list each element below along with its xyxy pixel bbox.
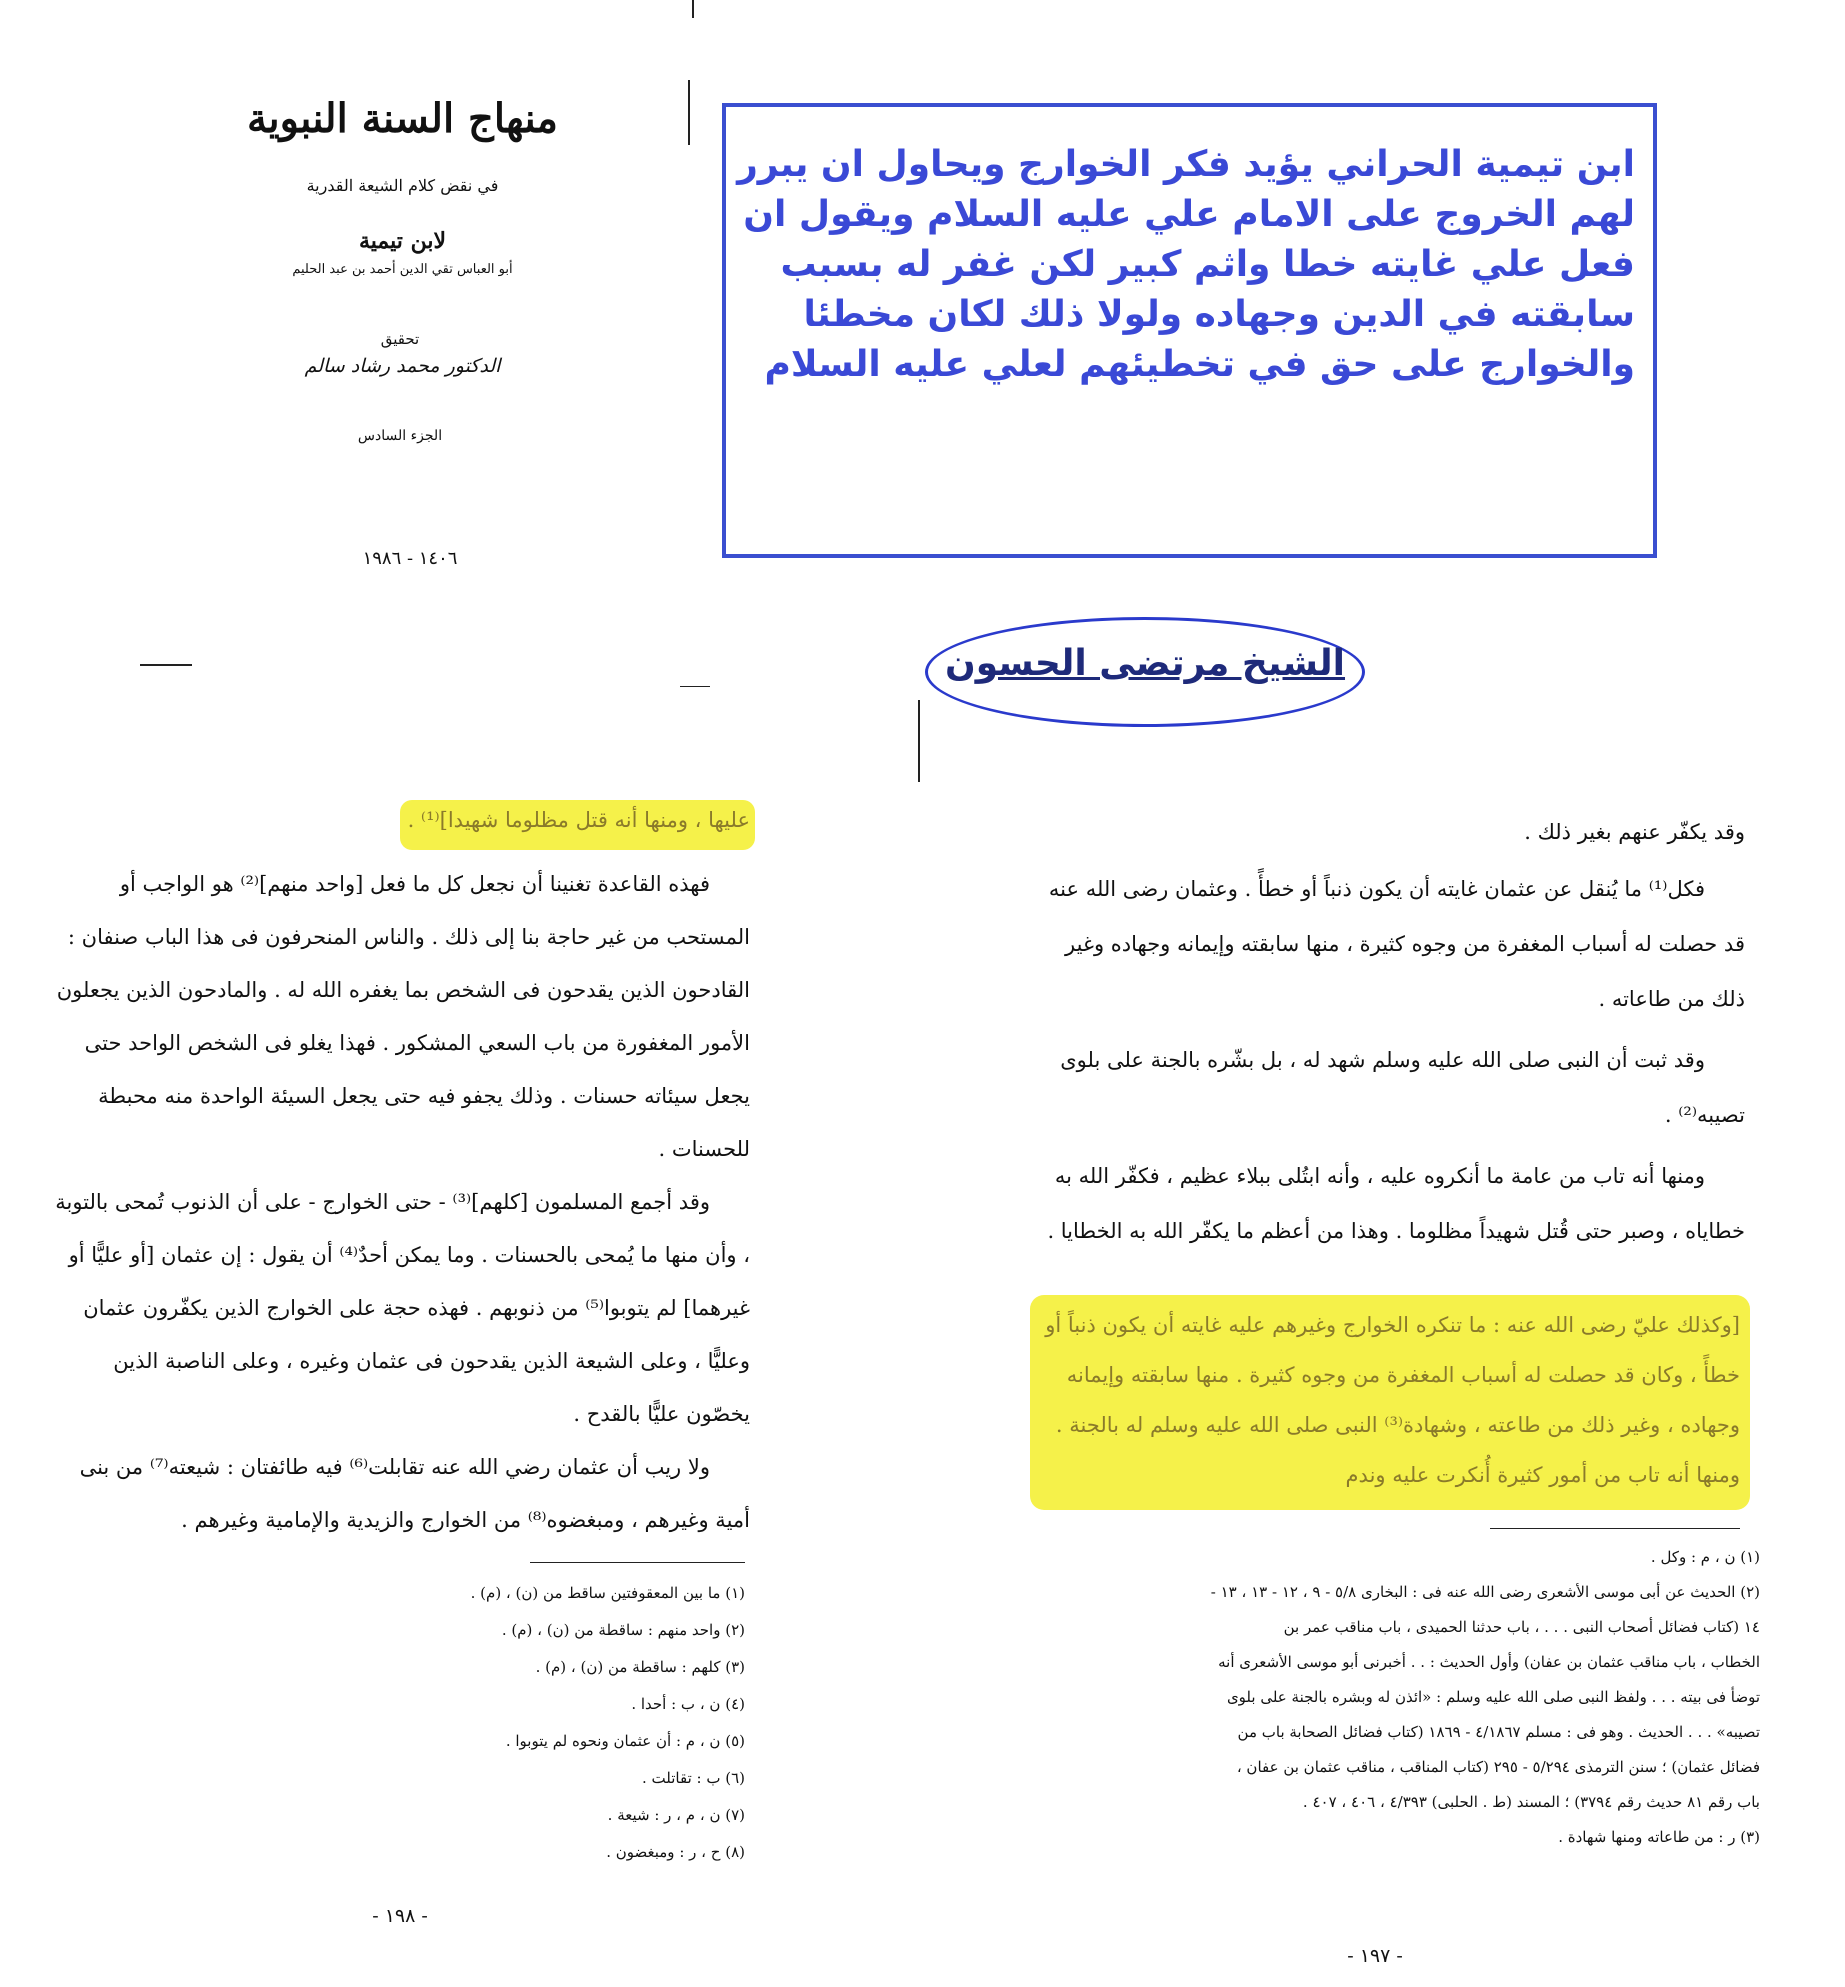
left-footnote-rule: [530, 1562, 745, 1563]
footnote: (١) ما بين المعقوفتين ساقط من (ن) ، (م) .: [470, 1584, 745, 1602]
left-footnotes: [400, 1575, 745, 1871]
right-paragraph: ومنها أنه تاب من عامة ما أنكروه عليه ، وأنه ابتُلى ببلاء عظيم ، فكفّر الله به خطاياه ، وصبر حتى قُتل شهيداً مظلوما . وهذا من أعظم ما يكفّر الله به الخطايا .: [1047, 1164, 1745, 1243]
footnote: الخطاب ، باب مناقب عثمان بن عفان) وأول الحديث : . . أخبرنى أبو موسى الأشعرى أنه: [1218, 1653, 1760, 1671]
right-paragraph: وقد يكفّر عنهم بغير ذلك .: [1524, 820, 1745, 844]
left-page-number: - ١٩٨ -: [372, 1905, 428, 1927]
footnote: (٢) واحد منهم : ساقطة من (ن) ، (م) .: [501, 1621, 745, 1639]
footnote: (١) ن ، م : وكل .: [1650, 1548, 1760, 1566]
left-highlighted-text: عليها ، ومنها أنه قتل مظلوما شهيدا]⁽¹⁾ .: [407, 808, 750, 832]
left-paragraph: فهذه القاعدة تغنينا أن نجعل كل ما فعل [واحد منهم]⁽²⁾ هو الواجب أو المستحب من غير حاجة بنا إلى ذلك . والناس المنحرفون فى هذا الباب صنفان : القادحون الذين يقدحون فى الشخص بما يغفره الله له . والمادحون الذين يجعلون الأمور المغفورة من باب السعي المشكور . فهذا يغلو فى الشخص الواحد حتى يجعل سيئاته حسنات . وذلك يجفو فيه حتى يجعل السيئة الواحدة منه محبطة للحسنات .: [56, 872, 750, 1161]
right-page-body: [1025, 805, 1745, 1259]
footnote: ١٤ (كتاب فضائل أصحاب النبى . . . ، باب حدثنا الحميدى ، باب مناقب عمر بن: [1283, 1618, 1760, 1636]
tahqiq-label: تحقيق: [380, 330, 420, 348]
footnote: (٤) ن ، ب : أحدا .: [631, 1695, 745, 1713]
right-paragraph: فكل⁽¹⁾ ما يُنقل عن عثمان غايته أن يكون ذنباً أو خطأً . وعثمان رضى الله عنه قد حصلت له أسباب المغفرة من وجوه كثيرة ، منها سابقته وإيمانه وجهاده وغير ذلك من طاعاته .: [1048, 877, 1745, 1011]
book-title: منهاج السنة النبوية: [247, 95, 558, 142]
footnote: (٥) ن ، م : أن عثمان ونحوه لم يتوبوا .: [505, 1732, 745, 1750]
footnote: باب رقم ٨١ حديث رقم ٣٧٩٤) ؛ المسند (ط . الحلبى) ٤/٣٩٣ ، ٤٠٦ ، ٤٠٧ .: [1302, 1793, 1760, 1811]
footnote: (٧) ن ، م ، ر : شيعة .: [607, 1806, 745, 1824]
right-page-number: - ١٩٧ -: [1347, 1945, 1403, 1967]
right-footnotes: [1030, 1540, 1760, 1855]
footnote: (٣) ر : من طاعاته ومنها شهادة .: [1558, 1828, 1760, 1846]
fold-line-lower: [918, 700, 920, 782]
book-author-full: أبو العباس تقي الدين أحمد بن عبد الحليم: [292, 262, 513, 277]
footnote: (٣) كلهم : ساقطة من (ن) ، (م) .: [535, 1658, 745, 1676]
book-volume: الجزء السادس: [357, 428, 443, 444]
footnote: فضائل عثمان) ؛ سنن الترمذى ٥/٢٩٤ - ٢٩٥ (كتاب المناقب ، مناقب عثمان بن عفان ،: [1236, 1758, 1760, 1776]
book-editor: الدكتور محمد رشاد سالم: [304, 355, 501, 377]
left-separator-dash: [140, 664, 192, 666]
footnote: تصيبه» . . . الحديث . وهو فى : مسلم ٤/١٨٦٧ - ١٨٦٩ (كتاب فضائل الصحابة باب من: [1237, 1723, 1760, 1741]
left-page-body: [45, 858, 750, 1547]
footnote: توضأ فى بيته . . . ولفظ النبى صلى الله عليه وسلم : «ائذن له وبشره بالجنة على بلوى: [1226, 1688, 1760, 1706]
footnote: (٢) الحديث عن أبى موسى الأشعرى رضى الله عنه فى : البخارى ٥/٨ - ٩ ، ١٢ - ١٣ ، ١٣ -: [1210, 1583, 1760, 1601]
left-paragraph: وقد أجمع المسلمون [كلهم]⁽³⁾ - حتى الخوارج - على أن الذنوب تُمحى بالتوبة ، وأن منها ما يُمحى بالحسنات . وما يمكن أحدٌ⁽⁴⁾ أن يقول : إن عثمان [أو عليًّا أو غيرهما] لم يتوبوا⁽⁵⁾ من ذنوبهم . فهذه حجة على الخوارج الذين يكفّرون عثمان وعليًّا ، وعلى الشيعة الذين يقدحون فى عثمان وغيره ، وعلى الناصبة الذين يخصّون عليًّا بالقدح .: [55, 1190, 750, 1426]
annotator-name: الشيخ مرتضى الحسون: [944, 643, 1346, 684]
annotation-text: ابن تيمية الحراني يؤيد فكر الخوارج ويحاول ان يبرر لهم الخروج على الامام علي عليه السلام ويقول ان فعل علي غايته خطا واثم كبير لكن غفر له بسبب سابقته في الدين وجهاده ولولا ذلك لكان مخطئا والخوارج على حق في تخطيئهم لعلي عليه السلام: [737, 144, 1635, 385]
book-author: لابن تيمية: [359, 228, 446, 254]
footnote: (٦) ب : تقاتلت .: [642, 1769, 745, 1787]
book-date: ١٤٠٦ - ١٩٨٦: [362, 548, 458, 569]
footnote: (٨) ح ، ر : ومبغضون .: [606, 1843, 745, 1861]
book-subtitle: في نقض كلام الشيعة القدرية: [306, 176, 499, 195]
fold-line-upper: [688, 80, 690, 145]
center-separator-dash: [680, 686, 710, 687]
top-scan-line: [692, 0, 694, 18]
right-footnote-rule: [1490, 1528, 1740, 1529]
right-paragraph: وقد ثبت أن النبى صلى الله عليه وسلم شهد له ، بل بشّره بالجنة على بلوى تصيبه⁽²⁾ .: [1060, 1048, 1745, 1127]
right-highlighted-text: [وكذلك عليّ رضى الله عنه : ما تنكره الخوارج وغيرهم عليه غايته أن يكون ذنباً أو خطأً ، وكان قد حصلت له أسباب المغفرة من وجوه كثيرة . منها سابقته وإيمانه وجهاده ، وغير ذلك من طاعته ، وشهادة⁽³⁾ النبى صلى الله عليه وسلم له بالجنة . ومنها أنه تاب من أمور كثيرة أُنكرت عليه وندم: [1045, 1313, 1740, 1487]
left-paragraph: ولا ريب أن عثمان رضي الله عنه تقابلت⁽⁶⁾ فيه طائفتان : شيعته⁽⁷⁾ من بنى أمية وغيرهم ، ومبغضوه⁽⁸⁾ من الخوارج والزيدية والإمامية وغيرهم .: [79, 1455, 750, 1532]
